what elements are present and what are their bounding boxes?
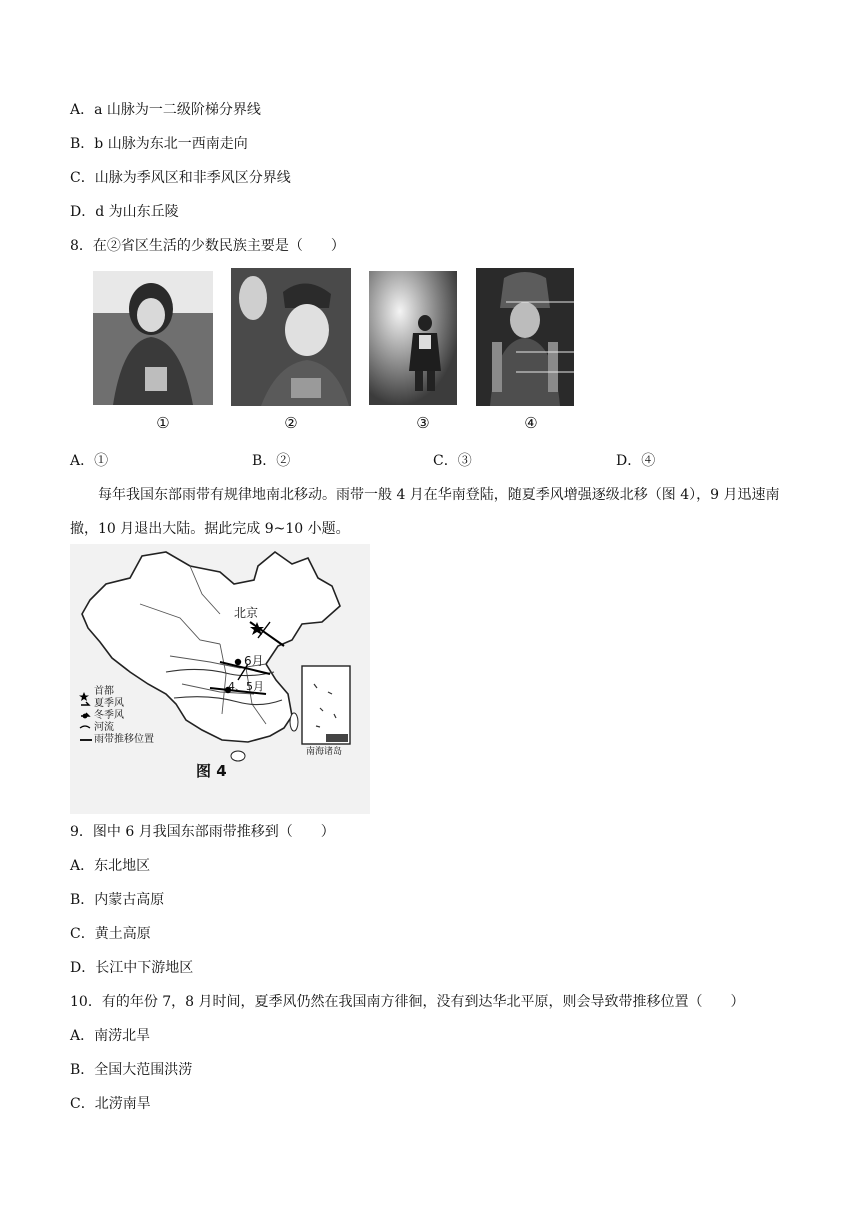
q10-stem: 10．有的年份 7，8 月时间，夏季风仍然在我国南方徘徊，没有到达华北平原，则会导致带推移位置（ ） (70, 994, 745, 1010)
q9-option-b: B．内蒙古高原 (70, 892, 165, 908)
legend-summer-monsoon: 夏季风 (94, 698, 124, 709)
photo-label-4: ④ (524, 414, 538, 432)
legend-rain-belt: 雨带推移位置 (94, 734, 154, 745)
map-caption: 图 4 (196, 762, 227, 780)
q10-option-c: C．北涝南旱 (70, 1096, 151, 1112)
ethnic-costume-photos (70, 268, 578, 438)
rain-belt-map (70, 544, 370, 814)
map-legend (94, 686, 154, 746)
q9-option-d: D．长江中下游地区 (70, 960, 194, 976)
q7-option-b: B．b 山脉为东北一西南走向 (70, 136, 248, 152)
photo-4 (476, 268, 574, 406)
q10-option-a: A．南涝北旱 (70, 1028, 151, 1044)
q8-option-d: D．④ (616, 453, 656, 469)
intro-paragraph: 每年我国东部雨带有规律地南北移动。雨带一般 4 月在华南登陆，随夏季风增强逐级北移（图 4），9 月迅速南撤，10 月退出大陆。据此完成 9~10 小题。 (70, 487, 780, 537)
q8-option-c: C．③ (433, 453, 472, 469)
q8-option-a: A．① (70, 453, 109, 469)
map-label-beijing: 北京 (234, 606, 259, 620)
map-label-apr-may: 4、5月 (228, 680, 264, 693)
photo-label-3: ③ (416, 414, 430, 432)
q10-option-b: B．全国大范围洪涝 (70, 1062, 193, 1078)
photo-label-2: ② (284, 414, 298, 432)
photo-1 (93, 271, 213, 405)
legend-capital: 首都 (94, 686, 114, 697)
legend-winter-monsoon: 冬季风 (94, 710, 124, 721)
q9-option-c: C．黄土高原 (70, 926, 151, 942)
legend-river: 河流 (94, 722, 114, 733)
q9-option-a: A．东北地区 (70, 858, 151, 874)
photo-label-1: ① (156, 414, 170, 432)
photo-3 (369, 271, 457, 405)
q9-stem: 9．图中 6 月我国东部雨带推移到（ ） (70, 824, 335, 840)
photo-2 (231, 268, 351, 406)
q8-stem: 8．在②省区生活的少数民族主要是（ ） (70, 238, 345, 254)
q8-option-b: B．② (252, 453, 291, 469)
map-label-june: 6月 (244, 654, 264, 668)
q7-option-a: A．a 山脉为一二级阶梯分界线 (70, 102, 261, 118)
q8-options (70, 450, 770, 470)
q7-option-d: D．d 为山东丘陵 (70, 204, 179, 220)
map-inset-label: 南海诸岛 (306, 747, 343, 757)
q7-option-c: C．山脉为季风区和非季风区分界线 (70, 170, 291, 186)
